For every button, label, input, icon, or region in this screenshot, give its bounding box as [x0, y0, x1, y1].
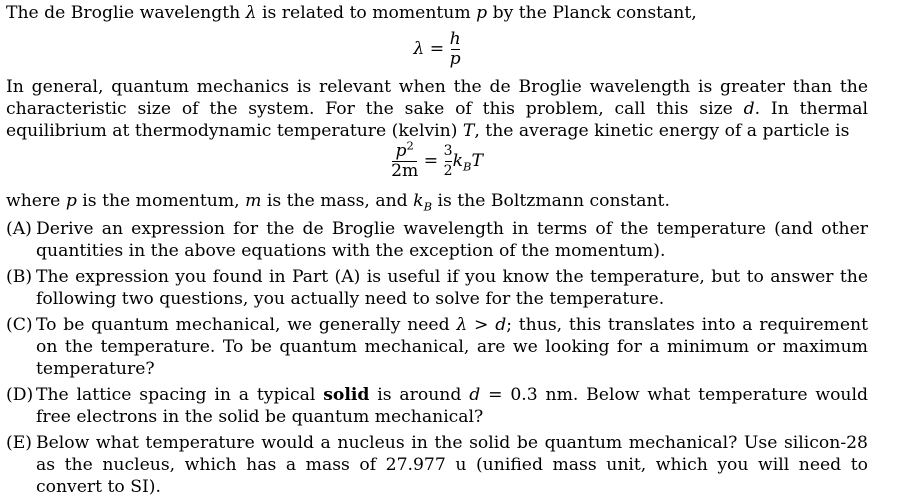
part-b-label: (B): [6, 267, 33, 287]
part-d: (D) The lattice spacing in a typical solid is around d = 0.3 nm. Below what temperature would free electrons in the solid be quantum mechanical?: [6, 385, 869, 427]
para2-text-c: , the average kinetic energy of a particle is: [474, 121, 850, 141]
eq1-numerator: h: [449, 29, 461, 49]
part-c: (C) To be quantum mechanical, we generally need λ > d; thus, this translates into a requirement on the temperature. To be quantum mechanical, are we looking for a minimum or maximum temperature?: [6, 315, 868, 379]
lambda-symbol: λ: [245, 3, 257, 23]
eq1-lambda: λ: [413, 39, 425, 59]
eq2-equals: =: [423, 151, 439, 171]
part-e: [6, 432, 868, 498]
def-m: m: [245, 191, 262, 211]
definitions-paragraph: where p is the momentum, m is the mass, and $k_B$ is the Boltzmann constant.: [6, 191, 670, 214]
part-b-text: The expression you found in Part (A) is useful if you know the temperature, but to answer the following two questions, you actually need to solve for the temperature.: [36, 267, 868, 309]
size-symbol: d: [743, 99, 755, 119]
eq2-exponent: 2: [406, 138, 414, 153]
eq1-equals: =: [429, 39, 445, 59]
eq2-lhs-fraction: [391, 138, 419, 181]
part-d-bold-solid: solid: [323, 385, 370, 405]
eq2-coefficient: [444, 142, 453, 181]
intro-text-a: The de Broglie wavelength: [6, 3, 246, 23]
part-d-label: (D): [6, 385, 34, 405]
part-a-label: (A): [6, 219, 32, 239]
part-d-d-symbol: d: [469, 385, 481, 405]
eq2-denominator: 2m: [391, 161, 419, 181]
part-e-text: Below what temperature would a nucleus in the solid be quantum mechanical? Use silicon-28 as the nucleus, which has a mass of 27.977 u (unified mass unit, which you will need to convert to SI).: [36, 433, 868, 497]
part-b: [6, 266, 868, 310]
de-broglie-equation: [6, 24, 868, 76]
eq1-fraction: [450, 30, 461, 69]
problem-document: [6, 2, 868, 498]
eq2-coef-den: 2: [443, 163, 453, 179]
part-a-text: Derive an expression for the de Broglie wavelength in terms of the temperature (and other quantities in the above equations with the exception of the momentum).: [36, 219, 868, 261]
intro-text-b: is related to momentum: [256, 3, 477, 23]
part-e-label: (E): [6, 433, 32, 453]
def-k: k: [413, 191, 424, 211]
part-c-inequality: λ > d: [456, 315, 507, 335]
part-a: [6, 218, 868, 262]
para2-text-b: . In thermal equilibrium at thermodynamic temperature (kelvin): [6, 99, 869, 141]
eq2-coef-num: 3: [443, 143, 453, 159]
def-p: p: [65, 191, 77, 211]
eq2-p: p: [395, 141, 407, 161]
eq2-T: T: [471, 151, 483, 171]
temperature-symbol: T: [462, 121, 475, 141]
intro-paragraph: [6, 2, 868, 24]
eq2-k: k: [452, 151, 463, 171]
para2-text-a: In general, quantum mechanics is relevant when the de Broglie wavelength is greater than the characteristic size of the system. For the sake of this problem, call this size: [6, 77, 868, 119]
part-c-label: (C): [6, 315, 33, 335]
eq2-k-sub: B: [463, 159, 472, 174]
kinetic-energy-equation: [6, 138, 868, 190]
intro-text-c: by the Planck constant,: [487, 3, 697, 23]
momentum-symbol: p: [476, 3, 488, 23]
context-paragraph: [6, 76, 868, 142]
eq1-denominator: p: [449, 49, 461, 69]
